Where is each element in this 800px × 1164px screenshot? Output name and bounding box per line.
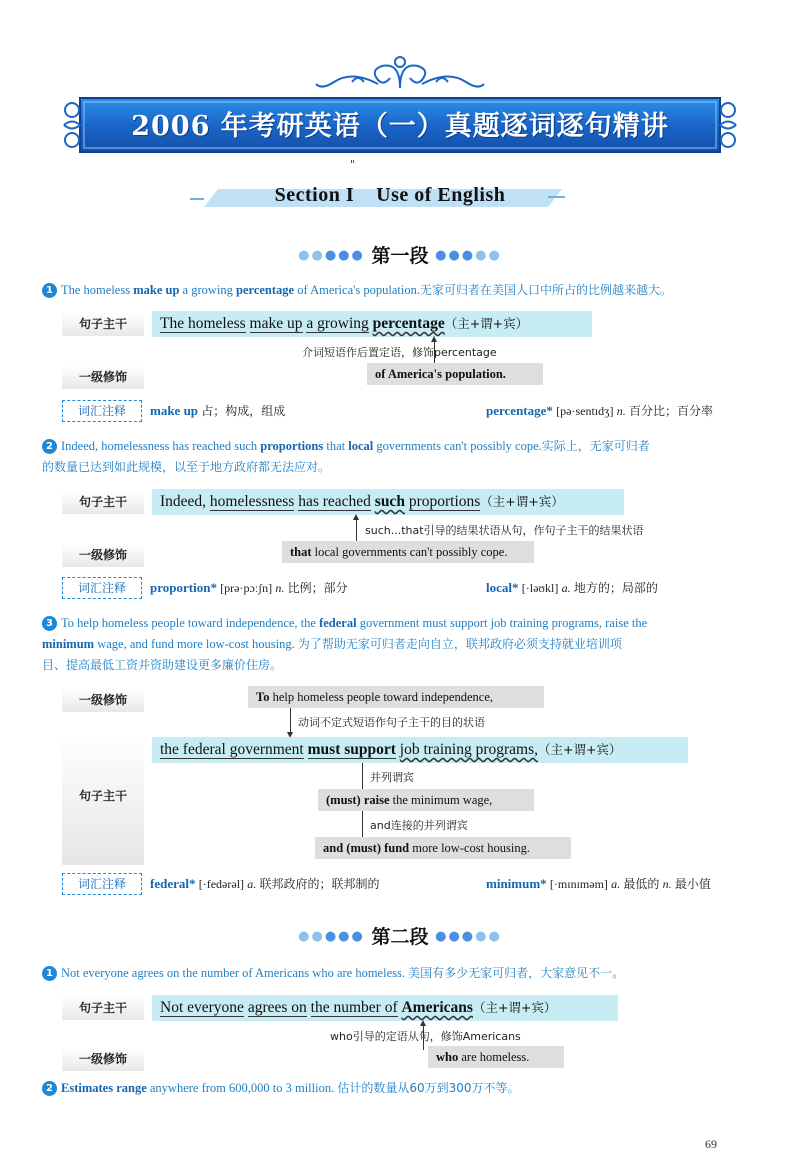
vocab-entry: minimum* [·mɪnɪməm] a. 最低的 n. 最小值 bbox=[486, 876, 711, 891]
grammar-note: such...that引导的结果状语从句，作句子主干的结果状语 bbox=[365, 524, 644, 537]
main-clause-bar bbox=[152, 311, 592, 337]
label-vocabulary: 词汇注释 bbox=[62, 873, 142, 895]
sentence-p1-s2: 2 Indeed, homelessness has reached such proportions that local governments can't possibly cope.实际上，无家可归者 的数量已达到如此规模，以至于地方政府都无法应对。 bbox=[42, 439, 650, 474]
modifier-bar: that local governments can't possibly cope. bbox=[282, 541, 534, 563]
coordinate-predicate-bar: (must) raise the minimum wage, bbox=[318, 789, 534, 811]
sentence-number: 2 bbox=[42, 1081, 57, 1096]
sentence-text: of America's population. bbox=[294, 283, 420, 297]
sentence-text: a growing bbox=[179, 283, 237, 297]
label-modifier: 一级修饰 bbox=[62, 365, 144, 389]
stray-mark: " bbox=[350, 158, 356, 171]
sentence-p2-s1: 1 Not everyone agrees on the number of Americans who are homeless. 美国有多少无家可归者，大家意见不一。 bbox=[42, 963, 762, 984]
vocab-entry: proportion* [prə·pɔːʃn] n. 比例；部分 bbox=[150, 580, 348, 595]
predicate: make up bbox=[249, 315, 303, 332]
modifier-bar: To help homeless people toward independence, bbox=[248, 686, 544, 708]
main-clause-bar: Not everyone agrees on the number of Americans（主+谓+宾） bbox=[152, 995, 618, 1021]
label-main-clause: 句子主干 bbox=[62, 996, 144, 1020]
grammar-note: who引导的定语从句，修饰Americans bbox=[330, 1030, 521, 1043]
sentence-number: 3 bbox=[42, 616, 57, 631]
paragraph-heading-text: 第二段 bbox=[371, 926, 429, 948]
paragraph-heading-text: 第一段 bbox=[371, 245, 429, 267]
arrow-up bbox=[356, 516, 357, 544]
modifier-bar: who are homeless. bbox=[428, 1046, 564, 1068]
translation: 无家可归者在美国人口中所占的比例越来越大。 bbox=[419, 283, 672, 297]
sentence-number: 1 bbox=[42, 966, 57, 981]
banner-ornament bbox=[312, 52, 488, 92]
keyword: make up bbox=[133, 283, 180, 297]
label-modifier: 一级修饰 bbox=[62, 543, 144, 567]
page-number: 69 bbox=[705, 1137, 717, 1151]
keyword: percentage bbox=[236, 283, 295, 297]
label-modifier: 一级修饰 bbox=[62, 688, 144, 712]
sentence-number: 1 bbox=[42, 283, 57, 298]
main-clause-bar: Indeed, homelessness has reached such proportions（主+谓+宾） bbox=[152, 489, 624, 515]
section-title: Section I Use of English bbox=[274, 184, 506, 206]
label-main-clause: 句子主干 bbox=[62, 490, 144, 514]
label-main-clause: 句子主干 bbox=[78, 789, 127, 803]
grammar-note: 介词短语作后置定语，修饰percentage bbox=[302, 346, 497, 359]
paragraph-heading-1: ●●●●● 第一段 ●●●●● bbox=[298, 245, 502, 267]
modifier-bar bbox=[367, 363, 543, 385]
structure-tag: （主+谓+宾） bbox=[444, 316, 529, 331]
main-clause-bar: the federal government must support job training programs,（主+谓+宾） bbox=[152, 737, 688, 763]
vocab-entry: federal* [·fedərəl] a. 联邦政府的；联邦制的 bbox=[150, 876, 380, 891]
vocab-entry: percentage* [pə·sentɪdʒ] n. 百分比；百分率 bbox=[486, 403, 713, 418]
object-modifier: a growing bbox=[306, 315, 369, 332]
label-modifier: 一级修饰 bbox=[62, 1047, 144, 1071]
vocab-entry: local* [·ləʊkl] a. 地方的；局部的 bbox=[486, 580, 658, 595]
coordinate-predicate-bar: and (must) fund more low-cost housing. bbox=[315, 837, 571, 859]
label-vocabulary: 词汇注释 bbox=[62, 400, 142, 422]
grammar-note: and连接的并列谓宾 bbox=[370, 819, 468, 832]
sentence-p1-s3: 3 To help homeless people toward independence, the federal government must support job training programs, raise the minimum wage, and fund more low-cost housing. 为了帮助无家可归者走向自立，联邦政府必须支持就业培训项 目、提高最低工资并资助建设更多廉价住房。 bbox=[42, 616, 648, 672]
grammar-note: 动词不定式短语作句子主干的目的状语 bbox=[298, 716, 485, 729]
grammar-note: 并列谓宾 bbox=[370, 771, 414, 784]
object: percentage bbox=[372, 315, 445, 332]
label-main-clause-block bbox=[62, 733, 144, 865]
page-title: 2006 年考研英语（一）真题逐词逐句精讲 bbox=[131, 111, 669, 142]
vocab-entry: make up 占；构成，组成 bbox=[150, 403, 286, 418]
sentence-p1-s1 bbox=[42, 280, 762, 301]
sentence-text: The homeless bbox=[61, 283, 134, 297]
arrow-down bbox=[290, 708, 291, 736]
sentence-p2-s2: 2 Estimates range anywhere from 600,000 to 3 million. 估计的数量从60万到300万不等。 bbox=[42, 1078, 762, 1099]
modifier-text: of America's population. bbox=[375, 367, 506, 381]
connector-line bbox=[362, 811, 363, 837]
paragraph-heading-2: ●●●●● 第二段 ●●●●● bbox=[298, 926, 502, 948]
label-main-clause: 句子主干 bbox=[62, 312, 144, 336]
subject: The homeless bbox=[160, 315, 246, 332]
sentence-number: 2 bbox=[42, 439, 57, 454]
connector-line bbox=[362, 763, 363, 789]
label-vocabulary: 词汇注释 bbox=[62, 577, 142, 599]
